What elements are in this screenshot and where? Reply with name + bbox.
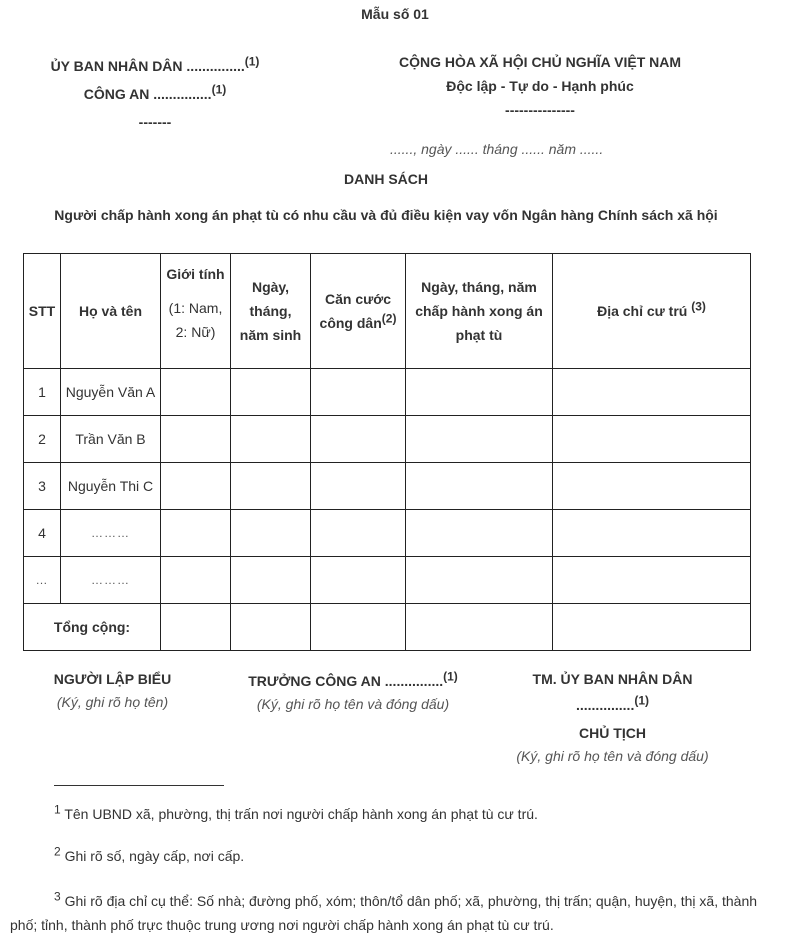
police-chief-title-line [228, 670, 478, 692]
header-dob-line-3: năm sinh [239, 327, 302, 343]
committee-sig-footnote-ref: (1) [634, 693, 650, 708]
roster-table [23, 253, 751, 651]
row-empty-cell [553, 369, 751, 416]
footnote-3 [10, 889, 770, 937]
footnote-2-text: Ghi rõ số, ngày cấp, nơi cấp. [64, 848, 245, 864]
committee-dots-line [490, 694, 735, 716]
roster-body [24, 369, 751, 604]
committee-line [10, 52, 300, 80]
footnote-2 [54, 844, 245, 864]
header-id-line-1: Căn cước [324, 291, 391, 307]
preparer-note: (Ký, ghi rõ họ tên) [56, 694, 169, 710]
row-empty-cell [161, 557, 231, 604]
row-empty-cell [406, 463, 553, 510]
police-chief-signature-block [228, 670, 478, 716]
row-empty-cell [553, 510, 751, 557]
row-empty-cell [161, 369, 231, 416]
address-footnote-ref: (3) [691, 299, 706, 314]
header-gender [161, 254, 231, 369]
right-divider: --------------- [505, 102, 575, 118]
chairman-title: CHỦ TỊCH [579, 725, 646, 741]
police-label: CÔNG AN ............... [83, 86, 212, 102]
row-empty-cell [311, 557, 406, 604]
header-stt: STT [24, 254, 61, 369]
row-name: Nguyễn Văn A [61, 369, 161, 416]
footnote-3-mark: 3 [54, 889, 61, 904]
row-name: Nguyễn Thi C [61, 463, 161, 510]
police-footnote-ref: (1) [211, 82, 227, 97]
row-empty-cell [553, 416, 751, 463]
national-header [340, 50, 740, 122]
row-empty-cell [406, 369, 553, 416]
committee-dots: ............... [575, 697, 635, 713]
header-gender-note-2: 2: Nữ) [175, 324, 216, 340]
total-cell [311, 604, 406, 651]
total-row [24, 604, 751, 651]
row-empty-cell [311, 369, 406, 416]
header-release-line-3: phạt tù [455, 327, 503, 343]
row-name: ……… [61, 510, 161, 557]
footnote-3-text: Ghi rõ địa chỉ cụ thể: Số nhà; đường phố, xóm; thôn/tổ dân phố; xã, phường, thị trấn; quận, huyện, thị xã, thành phố; tỉnh, thành phố trực thuộc trung ương nơi người chấp hành xong án phạt tù cư trú. [10, 893, 758, 933]
total-label: Tổng cộng: [24, 604, 161, 651]
total-cell [553, 604, 751, 651]
row-empty-cell [231, 510, 311, 557]
row-stt: … [24, 557, 61, 604]
row-empty-cell [161, 416, 231, 463]
issuing-authority-header [10, 52, 300, 136]
table-row [24, 369, 751, 416]
row-empty-cell [231, 463, 311, 510]
row-empty-cell [553, 557, 751, 604]
table-row [24, 510, 751, 557]
committee-label: ỦY BAN NHÂN DÂN ............... [50, 58, 245, 74]
row-empty-cell [231, 557, 311, 604]
row-stt: 2 [24, 416, 61, 463]
nation-name: CỘNG HÒA XÃ HỘI CHỦ NGHĨA VIỆT NAM [398, 54, 682, 70]
police-chief-footnote-ref: (1) [443, 669, 458, 684]
header-id-line-2: công dân$^{(2)}$ [319, 311, 397, 331]
row-empty-cell [311, 416, 406, 463]
row-name: Trần Văn B [61, 416, 161, 463]
police-line [10, 80, 300, 108]
footnote-1-mark: 1 [54, 802, 61, 817]
table-row [24, 557, 751, 604]
header-gender-note-1: (1: Nam, [168, 300, 223, 316]
footnote-1-text: Tên UBND xã, phường, thị trấn nơi người chấp hành xong án phạt tù cư trú. [64, 806, 538, 822]
header-citizen-id [311, 254, 406, 369]
police-chief-note: (Ký, ghi rõ họ tên và đóng dấu) [256, 696, 450, 712]
total-cell [406, 604, 553, 651]
header-release-date [406, 254, 553, 369]
table-header-row [24, 254, 751, 369]
committee-note: (Ký, ghi rõ họ tên và đóng dấu) [516, 748, 709, 764]
document-title: DANH SÁCH [344, 171, 428, 187]
row-empty-cell [406, 416, 553, 463]
header-address: Địa chỉ cư trú $^{(3)}$ [553, 254, 751, 369]
committee-title: TM. ỦY BAN NHÂN DÂN [532, 671, 693, 687]
footnote-1 [54, 802, 538, 822]
header-gender-title: Giới tính [166, 266, 225, 282]
committee-signature-block [490, 668, 735, 768]
id-footnote-ref: (2) [381, 311, 397, 326]
header-dob-line-1: Ngày, [251, 279, 290, 295]
row-stt: 1 [24, 369, 61, 416]
document-subtitle: Người chấp hành xong án phạt tù có nhu cầu và đủ điều kiện vay vốn Ngân hàng Chính sách xã hội [54, 207, 718, 223]
form-number: Mẫu số 01 [361, 6, 429, 22]
header-release-line-2: chấp hành xong án [415, 303, 543, 319]
preparer-signature-block [30, 668, 195, 714]
row-empty-cell [161, 510, 231, 557]
committee-footnote-ref: (1) [244, 54, 260, 69]
national-motto: Độc lập - Tự do - Hạnh phúc [446, 78, 634, 94]
row-name: ……… [61, 557, 161, 604]
header-dob-line-2: tháng, [249, 303, 292, 319]
header-release-line-1: Ngày, tháng, năm [421, 279, 537, 295]
row-empty-cell [161, 463, 231, 510]
row-empty-cell [311, 510, 406, 557]
header-dob [231, 254, 311, 369]
header-name: Họ và tên [61, 254, 161, 369]
police-chief-title: TRƯỞNG CÔNG AN ............... [248, 673, 444, 689]
row-empty-cell [231, 416, 311, 463]
row-empty-cell [406, 510, 553, 557]
row-empty-cell [553, 463, 751, 510]
total-cell [161, 604, 231, 651]
table-row [24, 463, 751, 510]
left-divider: ------- [138, 114, 172, 130]
row-empty-cell [311, 463, 406, 510]
row-stt: 4 [24, 510, 61, 557]
date-line: ......, ngày ...... tháng ...... năm ...... [390, 141, 604, 157]
total-cell [231, 604, 311, 651]
footnote-2-mark: 2 [54, 844, 61, 859]
table-row [24, 416, 751, 463]
row-empty-cell [231, 369, 311, 416]
row-empty-cell [406, 557, 553, 604]
row-stt: 3 [24, 463, 61, 510]
preparer-title: NGƯỜI LẬP BIỂU [53, 671, 172, 687]
footnote-divider [54, 785, 224, 786]
